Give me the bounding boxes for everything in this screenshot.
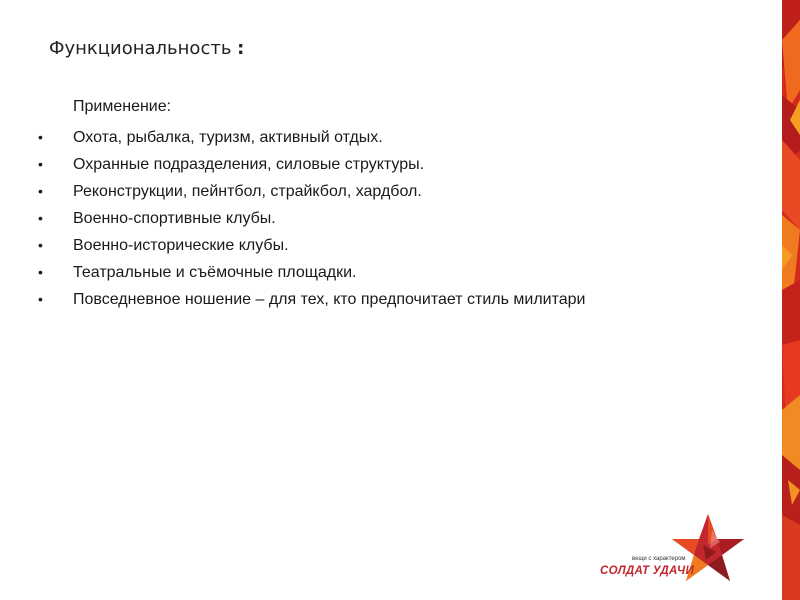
list-item-text: Военно-исторические клубы.: [73, 237, 289, 254]
decorative-side-band: [782, 0, 800, 600]
bullet-icon: •: [38, 183, 43, 199]
list-item-text: Охранные подразделения, силовые структуры.: [73, 156, 425, 173]
bullet-icon: •: [38, 264, 43, 280]
brand-tagline: вещи с характером: [632, 556, 686, 562]
list-item-text: Военно-спортивные клубы.: [73, 210, 276, 227]
list-item-text: Охота, рыбалка, туризм, активный отдых.: [73, 129, 383, 146]
list-item-text: Театральные и съёмочные площадки.: [73, 264, 357, 281]
list-item-text: Повседневное ношение – для тех, кто предпочитает стиль милитари: [73, 291, 586, 308]
brand-name: СОЛДАТ УДАЧИ: [600, 565, 695, 577]
slide-title: [49, 38, 244, 59]
bullet-icon: •: [38, 210, 43, 226]
bullet-icon: •: [38, 291, 43, 307]
intro-label: Применение:: [73, 98, 172, 115]
slide-title-text: Функциональность: [49, 38, 232, 59]
bullet-icon: •: [38, 237, 43, 253]
bullet-icon: •: [38, 129, 43, 145]
list-item-text: Реконструкции, пейнтбол, страйкбол, хардбол.: [73, 183, 422, 200]
bullet-icon: •: [38, 156, 43, 172]
slide-title-punct: :: [237, 38, 245, 59]
